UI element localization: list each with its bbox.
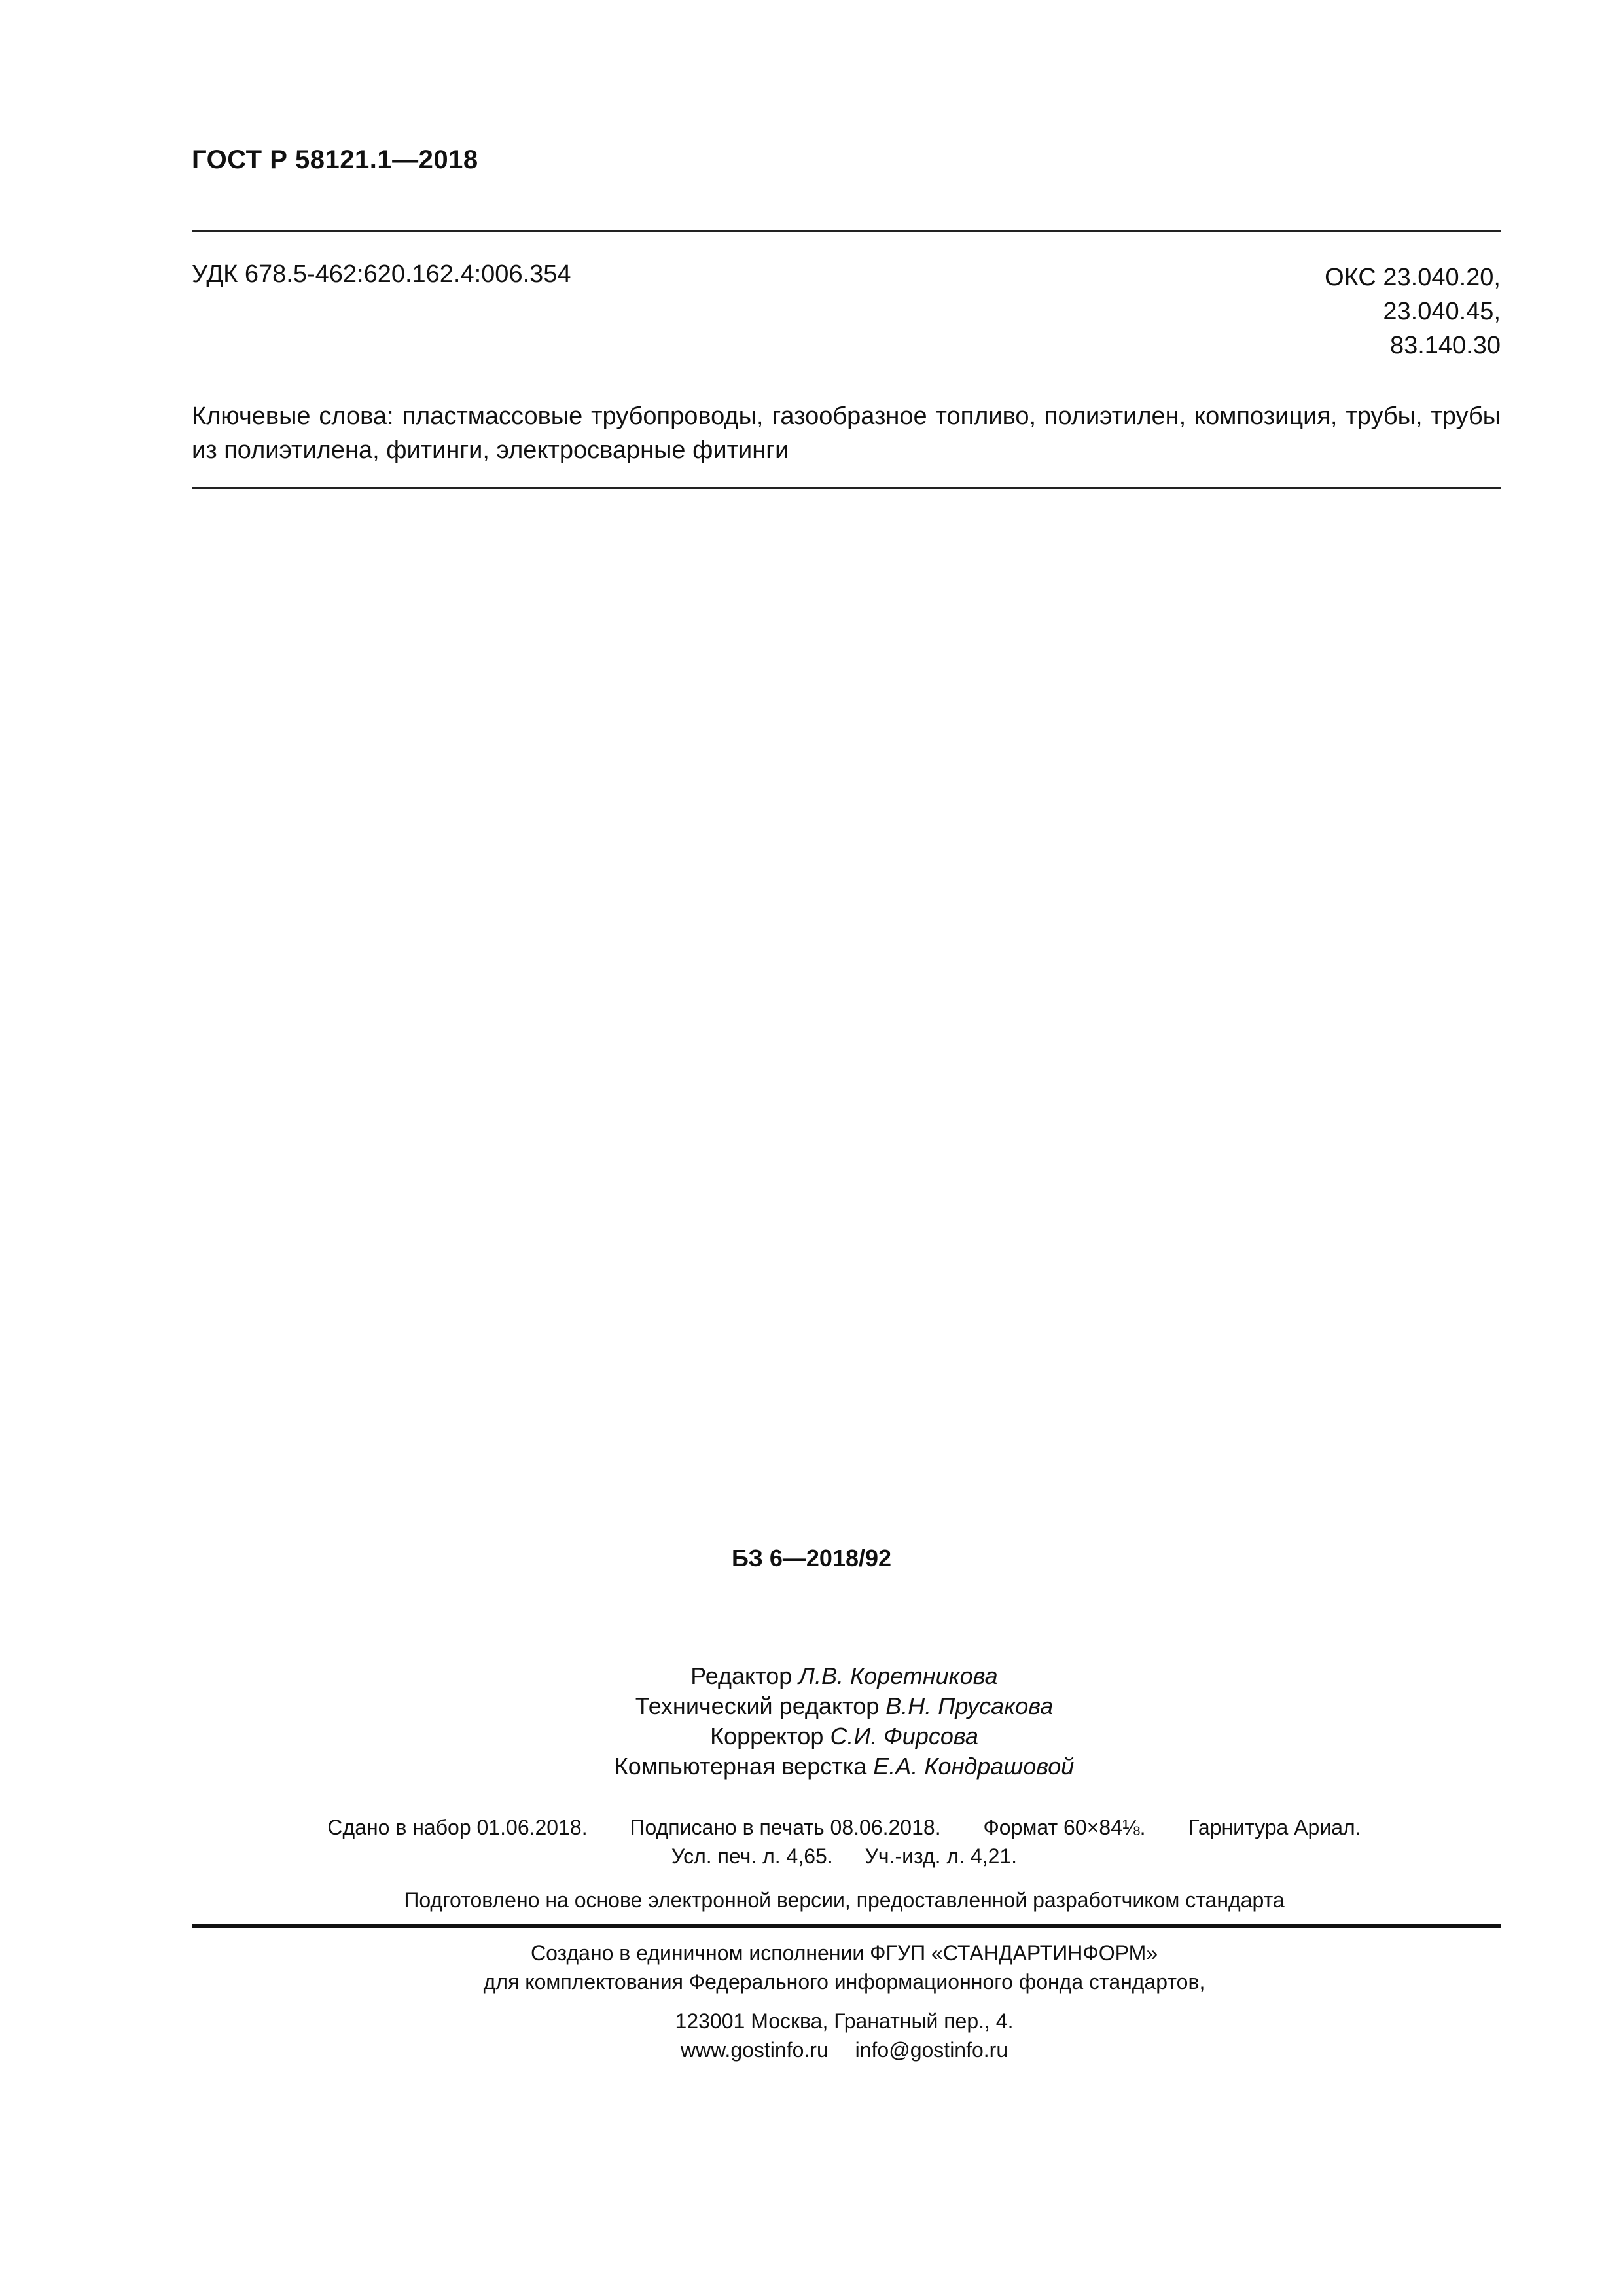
print-info — [0, 1813, 1623, 1871]
print-info-row — [0, 1842, 1623, 1871]
oks-code-line: ОКС 23.040.20, — [1325, 264, 1501, 291]
publisher-address: 123001 Москва, Гранатный пер., 4. — [675, 2009, 1014, 2033]
publisher-footer — [0, 1939, 1623, 2064]
udk-code: УДК 678.5-462:620.162.4:006.354 — [192, 260, 571, 288]
oks-code-line: 23.040.45, — [1383, 298, 1501, 325]
footer-line: для комплектования Федерального информационного фонда стандартов, — [483, 1970, 1205, 1994]
credit-line — [0, 1721, 1623, 1751]
credit-name: В.Н. Прусакова — [885, 1693, 1054, 1719]
printed-sheets: Усл. печ. л. 4,65. — [671, 1844, 833, 1868]
typeface: Гарнитура Ариал. — [1188, 1816, 1361, 1839]
footer-divider — [192, 1924, 1501, 1928]
publisher-sheets: Уч.-изд. л. 4,21. — [865, 1844, 1018, 1868]
keywords-divider — [192, 487, 1501, 489]
credit-role: Компьютерная верстка — [614, 1753, 867, 1780]
credit-role: Технический редактор — [635, 1693, 880, 1719]
publisher-contacts — [0, 2036, 1623, 2064]
top-divider — [192, 230, 1501, 232]
credit-line — [0, 1691, 1623, 1721]
keywords-paragraph: Ключевые слова: пластмассовые трубопроводы, газообразное топливо, полиэтилен, композиция, трубы, трубы из полиэтилена, фитинги, электросварные фитинги — [192, 403, 1501, 464]
typeset-date: Сдано в набор 01.06.2018. — [327, 1816, 588, 1839]
website-link[interactable]: www.gostinfo.ru — [680, 2038, 829, 2062]
oks-codes — [1325, 260, 1501, 363]
signed-date: Подписано в печать 08.06.2018. — [630, 1816, 941, 1839]
credits-block — [0, 1661, 1623, 1782]
credit-role: Редактор — [690, 1662, 793, 1689]
credit-role: Корректор — [710, 1723, 824, 1749]
footer-line: Создано в единичном исполнении ФГУП «СТАНДАРТИНФОРМ» — [530, 1941, 1158, 1965]
credit-line — [0, 1661, 1623, 1691]
credit-line — [0, 1751, 1623, 1782]
email-link[interactable]: info@gostinfo.ru — [855, 2038, 1008, 2062]
bz-number: БЗ 6—2018/92 — [731, 1545, 892, 1571]
credit-name: С.И. Фирсова — [830, 1723, 978, 1749]
paper-format: Формат 60×84⅛. — [983, 1816, 1146, 1839]
credit-name: Л.В. Коретникова — [798, 1662, 998, 1689]
standard-code: ГОСТ Р 58121.1—2018 — [192, 145, 478, 174]
credit-name: Е.А. Кондрашовой — [873, 1753, 1075, 1780]
print-info-row — [0, 1813, 1623, 1842]
prepared-note: Подготовлено на основе электронной версии, предоставленной разработчиком стандарта — [404, 1888, 1285, 1912]
oks-code-line: 83.140.30 — [1389, 332, 1501, 359]
